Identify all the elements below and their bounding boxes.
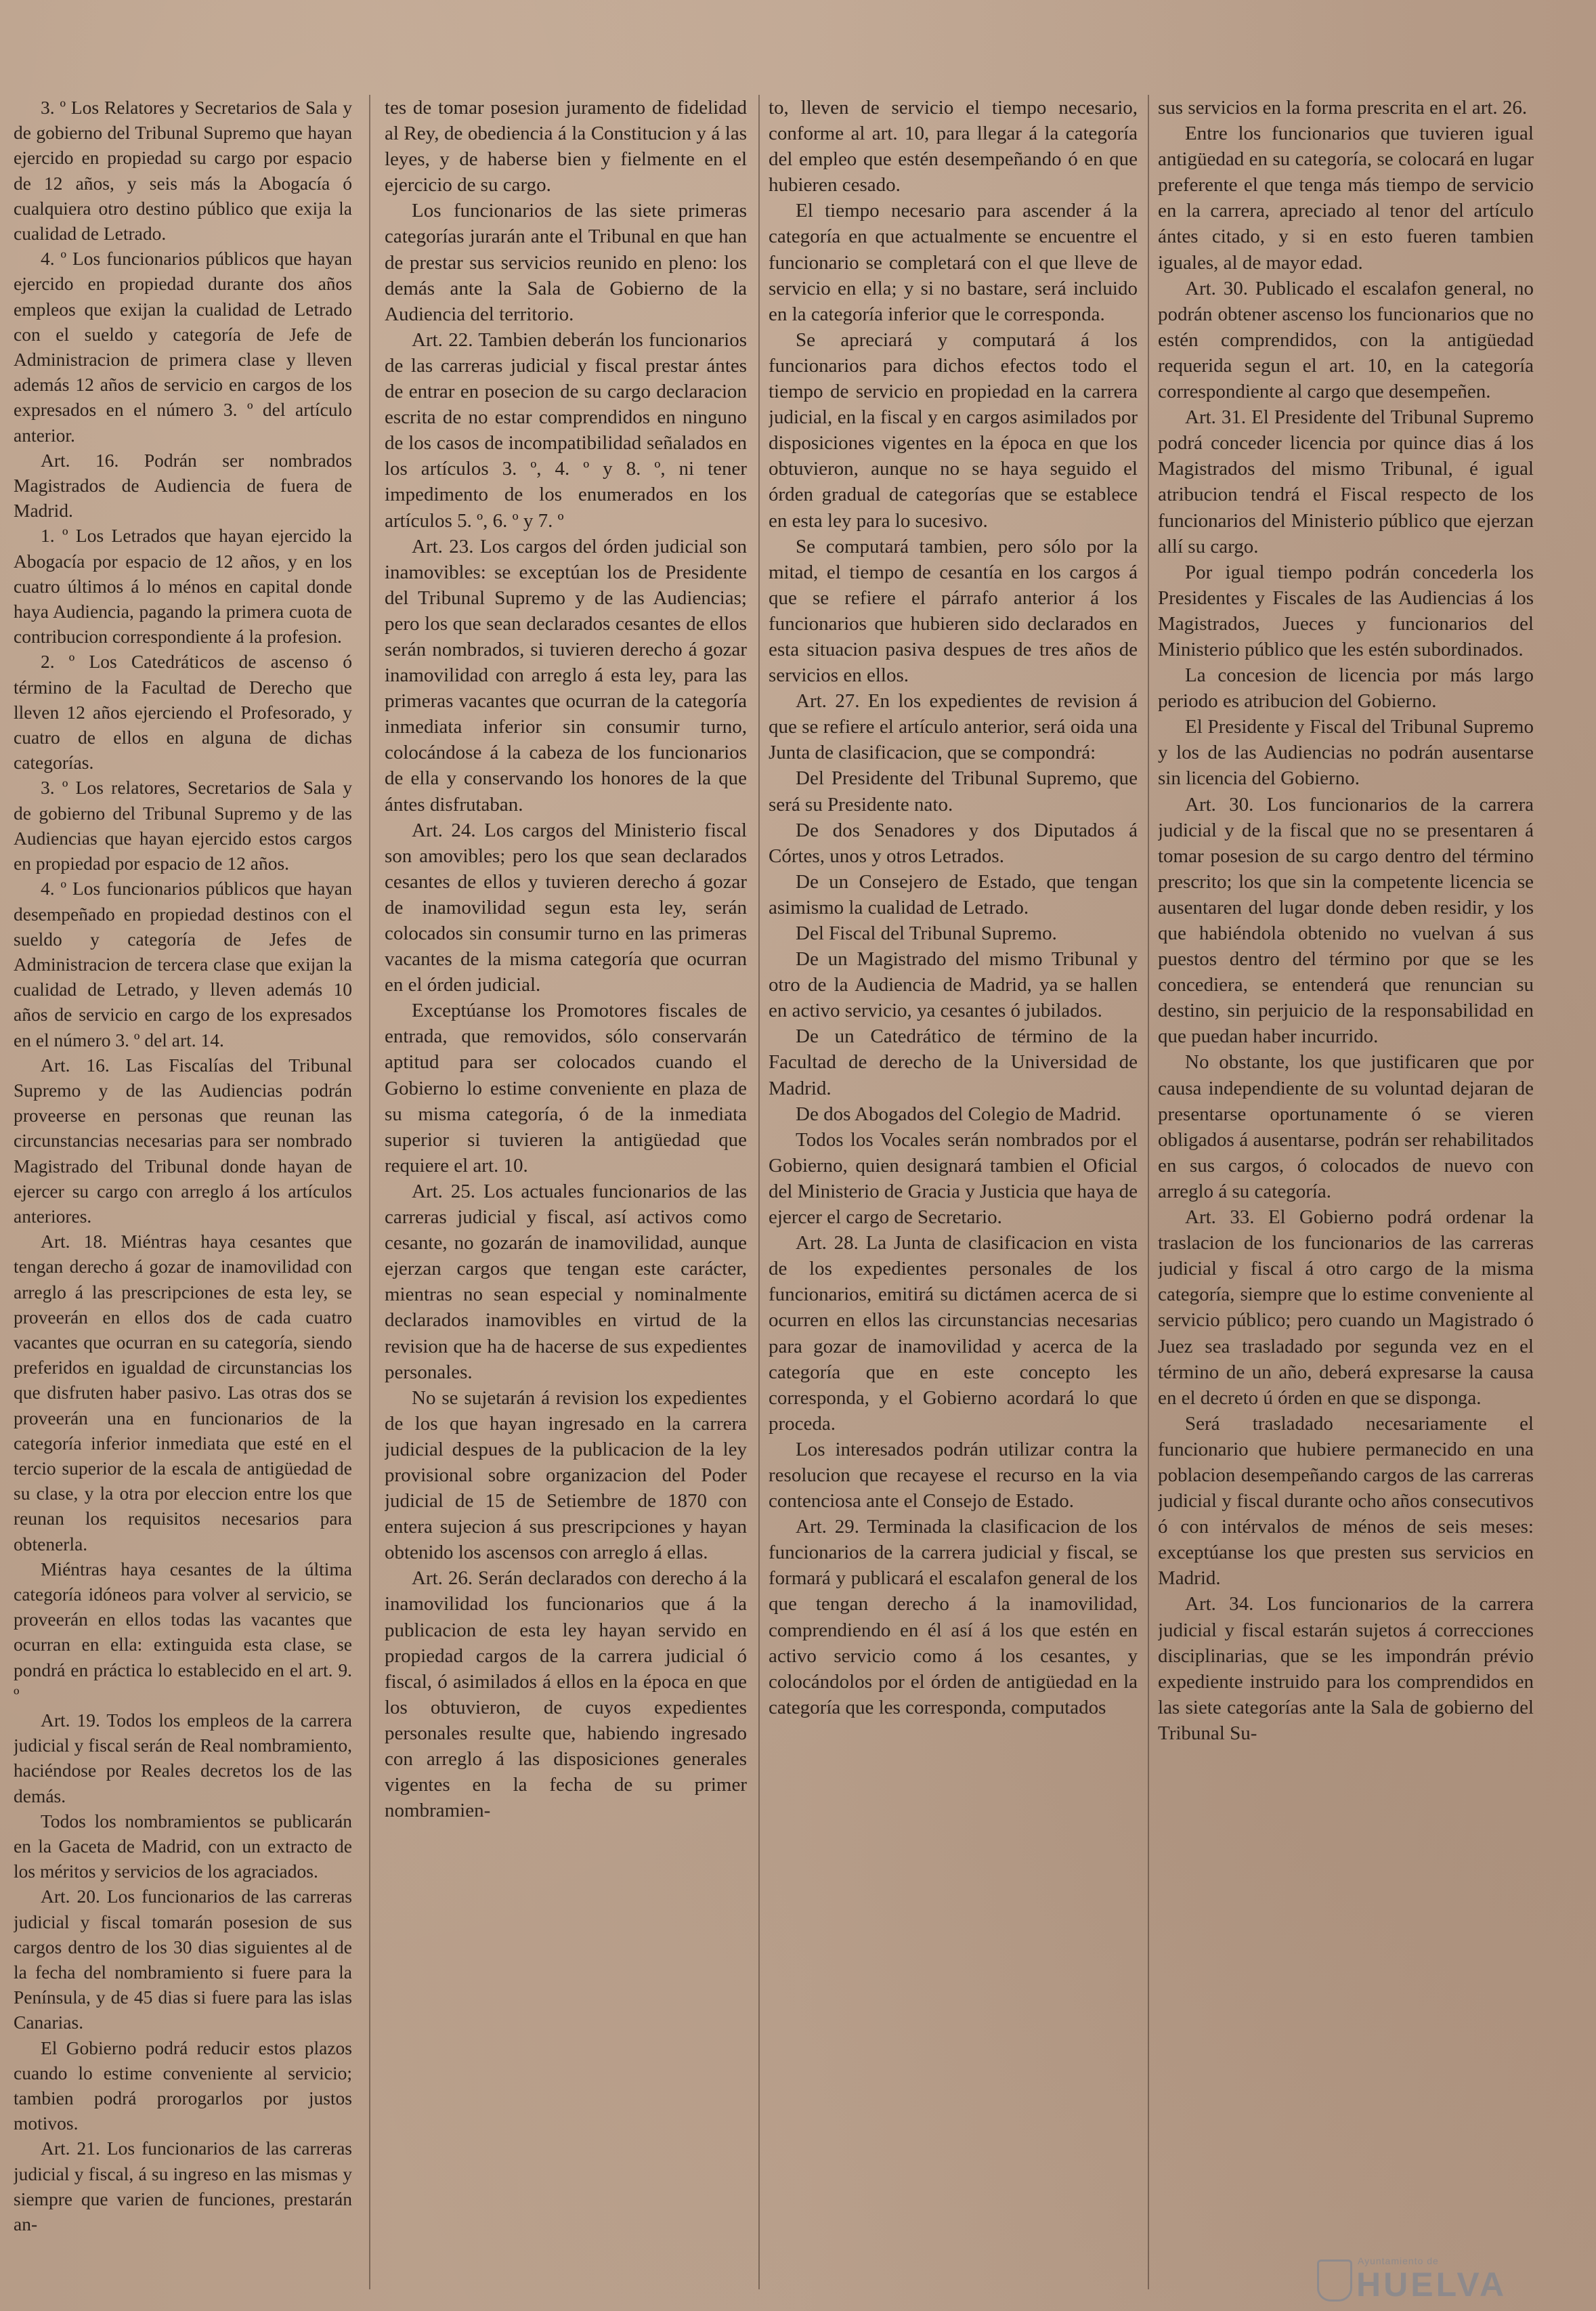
paragraph: La concesion de licencia por más largo periodo es atribucion del Gobierno. xyxy=(1158,664,1534,713)
paragraph: Art. 19. Todos los empleos de la carrera judicial y fiscal serán de Real nombramiento, haciéndose por Reales decretos los de las demás. xyxy=(14,1710,352,1806)
paragraph: Art. 34. Los funcionarios de la carrera judicial y fiscal estarán sujetos á correcciones disciplinarias, que se les impondrán prévio expediente instruido para los comprendidos en las siete categorías ante la Sala de gobierno del Tribunal Su- xyxy=(1158,1593,1534,1744)
paragraph: Art. 25. Los actuales funcionarios de las carreras judicial y fiscal, así activos como cesante, no gozarán de inamovilidad, aunque ejerzan cargos que tengan este carácter, mientras no sean especial y nominalmente declarados inamovibles en virtud de la revision que ha de hacerse de sus expedientes personales. xyxy=(385,1180,747,1383)
paragraph: Todos los nombramientos se publicarán en la Gaceta de Madrid, con un extracto de los méritos y servicios de los agraciados. xyxy=(14,1810,352,1882)
paragraph: No obstante, los que justificaren que por causa independiente de su voluntad dejaran de presentarse oportunamente ó se vieren obligados á ausentarse, podrán ser rehabilitados en sus cargos, ó colocados de nuevo con arreglo á su categoría. xyxy=(1158,1051,1534,1202)
paragraph: Se apreciará y computará á los funcionarios para dichos efectos todo el tiempo de servicio en propiedad en la carrera judicial, en la fiscal y en cargos asimilados por disposiciones vigentes en la época en que los obtuvieron, aunque no se haya seguido el órden gradual de categorías que se establece en esta ley para lo sucesivo. xyxy=(769,328,1138,532)
paragraph: Todos los Vocales serán nombrados por el Gobierno, quien designará tambien el Oficial del Ministerio de Gracia y Justicia que haya de ejercer el cargo de Secretario. xyxy=(769,1128,1138,1229)
paragraph: Art. 18. Miéntras haya cesantes que tengan derecho á gozar de inamovilidad con arreglo á las prescripciones de esta ley, se proveerán en ellos dos de cada cuatro vacantes que ocurran en su categoría, siendo preferidos en igualdad de circunstancias los que disfruten haber pasivo. Las otras dos se proveerán una en funcionarios de la categoría inferior inmediata que esté en el tercio superior de la escala de antigüedad de su clase, y la otra por eleccion entre los que reunan los requisitos necesarios para obtenerla. xyxy=(14,1231,352,1554)
paragraph: Art. 30. Los funcionarios de la carrera judicial y de la fiscal que no se presentaren á tomar posesion de su cargo dentro del término prescrito; los que sin la competente licencia se ausentaren del lugar donde deben residir, y los que habiéndola obtenido no vuelvan á sus puestos dentro del término por que se les concediera, se entenderá que renuncian su destino, sin perjuicio de la responsabilidad en que puedan haber incurrido. xyxy=(1158,793,1534,1048)
text-column-4 xyxy=(1158,95,1534,2289)
paragraph: De un Magistrado del mismo Tribunal y otro de la Audiencia de Madrid, ya se hallen en activo servicio, ya cesantes ó jubilados. xyxy=(769,948,1138,1022)
paragraph: Miéntras haya cesantes de la última categoría idóneos para volver al servicio, se proveerán en ellos todas las vacantes que ocurran en ella: extinguida esta clase, se pondrá en práctica lo establecido en el art. 9. º xyxy=(14,1558,352,1705)
text-column-2 xyxy=(385,95,747,2289)
column-rule xyxy=(369,95,370,2289)
paragraph: No se sujetarán á revision los expedientes de los que hayan ingresado en la carrera judicial despues de la publicacion de la ley provisional sobre organizacion del Poder judicial de 15 de Setiembre de 1870 con entera sujecion á sus prescripciones y hayan obtenido los ascensos con arreglo á ellas. xyxy=(385,1386,747,1564)
paragraph: 4. º Los funcionarios públicos que hayan ejercido en propiedad durante dos años empleos que exijan la cualidad de Letrado con el sueldo y categoría de Jefe de Administracion de primera clase y lleven además 12 años de servicio en cargos de los expresados en el número 3. º del artículo anterior. xyxy=(14,248,352,446)
newspaper-page xyxy=(14,95,1578,2289)
paragraph: 2. º Los Catedráticos de ascenso ó término de la Facultad de Derecho que lleven 12 años ejerciendo el Profesorado, y cuatro de ellos en alguna de dichas categorías. xyxy=(14,651,352,773)
shield-icon xyxy=(1317,2260,1352,2302)
paragraph: De un Catedrático de término de la Facultad de derecho de la Universidad de Madrid. xyxy=(769,1025,1138,1099)
paragraph: Art. 24. Los cargos del Ministerio fiscal son amovibles; pero los que sean declarados cesantes de ellos y tuvieren derecho á gozar de inamovilidad segun esta ley, serán colocados sin consumir turno en las primeras vacantes de la misma categoría que ocurran en el órden judicial. xyxy=(385,819,747,996)
paragraph: 1. º Los Letrados que hayan ejercido la Abogacía por espacio de 12 años, y en los cuatro últimos á lo ménos en capital donde haya Audiencia, pagando la primera cuota de contribucion correspondiente á la profesion. xyxy=(14,525,352,648)
paragraph: Art. 22. Tambien deberán los funcionarios de las carreras judicial y fiscal prestar ántes de entrar en posecion de su cargo declaracion escrita de no estar comprendidos en ninguno de los casos de incompatibilidad señalados en los artículos 3. º, 4. º y 8. º, ni tener impedimento de los enumerados en los artículos 5. º, 6. º y 7. º xyxy=(385,328,747,532)
paragraph: Art. 26. Serán declarados con derecho á la inamovilidad los funcionarios que á la publicacion de esta ley hayan servido en propiedad cargos de la carrera judicial ó fiscal, ó asimilados á ellos en la época en que los obtuvieron, de cuyos expedientes personales resulte que, habiendo ingresado con arreglo á las disposiciones generales vigentes en la fecha de su primer nombramien- xyxy=(385,1567,747,1822)
paragraph: Se computará tambien, pero sólo por la mitad, el tiempo de cesantía en los cargos á que se refiere el párrafo anterior á los funcionarios que hubieren sido declarados en esta situacion pasiva despues de tres años de servicios en ellos. xyxy=(769,535,1138,687)
paragraph: Art. 20. Los funcionarios de las carreras judicial y fiscal tomarán posesion de sus cargos dentro de los 30 dias siguientes al de la fecha del nombramiento si fuere para la Península, y de 45 dias si fuere para las islas Canarias. xyxy=(14,1886,352,2033)
paragraph: 3. º Los relatores, Secretarios de Sala y de gobierno del Tribunal Supremo y de las Audiencias que hayan ejercido estos cargos en propiedad por espacio de 12 años. xyxy=(14,777,352,874)
paragraph: sus servicios en la forma prescrita en el art. 26. xyxy=(1158,97,1528,119)
paragraph: El Presidente y Fiscal del Tribunal Supremo y los de las Audiencias no podrán ausentarse sin licencia del Gobierno. xyxy=(1158,716,1534,790)
paragraph: De dos Senadores y dos Diputados á Córtes, unos y otros Letrados. xyxy=(769,819,1138,867)
paragraph: Art. 28. La Junta de clasificacion en vista de los expedientes personales de los funcionarios, emitirá su dictámen acerca de si ocurren en ellos las circunstancias necesarias para gozar de inamovilidad y acerca de la categoría que en este concepto les corresponda, y el Gobierno acordará lo que proceda. xyxy=(769,1232,1138,1435)
paragraph: De un Consejero de Estado, que tengan asimismo la cualidad de Letrado. xyxy=(769,870,1138,918)
paragraph: Art. 31. El Presidente del Tribunal Supremo podrá conceder licencia por quince dias á los Magistrados del mismo Tribunal, é igual atribucion tendrá el Fiscal respecto de los funcionarios del Ministerio público que ejerzan allí su cargo. xyxy=(1158,406,1534,557)
paragraph: Art. 33. El Gobierno podrá ordenar la traslacion de los funcionarios de las carreras judicial y fiscal á otro cargo de la misma categoría, siempre que lo estime conveniente al servicio público; pero cuando un Magistrado ó Juez sea trasladado por segunda vez en el término de un año, deberá expresarse la causa en el decreto ú órden en que se disponga. xyxy=(1158,1206,1534,1409)
paragraph: De dos Abogados del Colegio de Madrid. xyxy=(796,1103,1121,1125)
column-rule xyxy=(1148,95,1149,2289)
paragraph: to, lleven de servicio el tiempo necesario, conforme al art. 10, para llegar á la categoría del empleo que estén desempeñando ó en que hubieren cesado. xyxy=(769,97,1138,196)
paragraph: Art. 16. Las Fiscalías del Tribunal Supremo y de las Audiencias podrán proveerse en personas que reunan las circunstancias necesarias para ser nombrado Magistrado del Tribunal donde hayan de ejercer su cargo con arreglo á los artículos anteriores. xyxy=(14,1054,352,1227)
paragraph: 3. º Los Relatores y Secretarios de Sala y de gobierno del Tribunal Supremo que hayan ejercido en propiedad su cargo por espacio de 12 años, y seis más la Abogacía ó cualquiera otro destino público que exija la cualidad de Letrado. xyxy=(14,97,352,245)
archive-watermark xyxy=(1317,2255,1588,2303)
text-column-1 xyxy=(14,95,352,2289)
paragraph: Art. 23. Los cargos del órden judicial son inamovibles: se exceptúan los de Presidente del Tribunal Supremo y de las Audiencias; pero los que sean declarados cesantes de ellos serán nombrados, si tuvieren derecho á gozar inamovilidad con arreglo á esta ley, para las primeras vacantes que ocurran de la categoría inmediata inferior sin consumir turno, colocándose á la cabeza de los funcionarios de ella y conservando los honores de la que ántes disfrutaban. xyxy=(385,535,747,815)
paragraph: Art. 16. Podrán ser nombrados Magistrados de Audiencia de fuera de Madrid. xyxy=(14,449,352,522)
paragraph: Art. 30. Publicado el escalafon general, no podrán obtener ascenso los funcionarios que no estén comprendidos, con la antigüedad requerida segun el art. 10, en la categoría correspondiente al cargo que desempeñen. xyxy=(1158,277,1534,403)
paragraph: Exceptúanse los Promotores fiscales de entrada, que removidos, sólo conservarán aptitud para ser colocados cuando el Gobierno lo estime conveniente en plaza de su misma categoría, ó de la inmediata superior si tuvieren la antigüedad que requiere el art. 10. xyxy=(385,1000,747,1176)
paragraph: Art. 27. En los expedientes de revision á que se refiere el artículo anterior, será oida una Junta de clasificacion, que se compondrá: xyxy=(769,690,1138,764)
text-column-3 xyxy=(769,95,1138,2289)
paragraph: El Gobierno podrá reducir estos plazos cuando lo estime conveniente al servicio; tambien podrá prorogarlos por justos motivos. xyxy=(14,2037,352,2134)
paragraph: Será trasladado necesariamente el funcionario que hubiere permanecido en una poblacion desempeñando cargos de las carreras judicial y fiscal durante ocho años consecutivos ó con intérvalos de ménos de seis meses: exceptúanse los que presten sus servicios en Madrid. xyxy=(1158,1412,1534,1590)
paragraph: 4. º Los funcionarios públicos que hayan desempeñado en propiedad destinos con el sueldo y categoría de Jefes de Administracion de tercera clase que exijan la cualidad de Letrado, y lleven además 10 años de servicio en cargo de los expresados en el número 3. º del art. 14. xyxy=(14,878,352,1051)
watermark-name: HUELVA xyxy=(1356,2266,1507,2304)
paragraph: Art. 29. Terminada la clasificacion de los funcionarios de la carrera judicial y fiscal, se formará y publicará el escalafon general de los que tengan derecho á la inamovilidad, comprendiendo en él así á los que estén en activo servicio como á los cesantes, y colocándolos por el órden de antigüedad en la categoría que les corresponda, computados xyxy=(769,1516,1138,1718)
paragraph: Por igual tiempo podrán concederla los Presidentes y Fiscales de las Audiencias á los Magistrados, Jueces y funcionarios del Ministerio público que les estén subordinados. xyxy=(1158,561,1534,660)
paragraph: El tiempo necesario para ascender á la categoría en que actualmente se encuentre el funcionario se completará con el que lleve de servicio en ella; y si no bastare, será incluido en la categoría inferior que le corresponda. xyxy=(769,200,1138,325)
paragraph: Del Presidente del Tribunal Supremo, que será su Presidente nato. xyxy=(769,767,1138,815)
paragraph: Los interesados podrán utilizar contra la resolucion que recayese el recurso en la via contenciosa ante el Consejo de Estado. xyxy=(769,1438,1138,1512)
paragraph: Los funcionarios de las siete primeras categorías jurarán ante el Tribunal en que han de prestar sus servicios reunido en pleno: los demás ante la Sala de Gobierno de la Audiencia del territorio. xyxy=(385,200,747,325)
paragraph: Entre los funcionarios que tuvieren igual antigüedad en su categoría, se colocará en lugar preferente el que tenga más tiempo de servicio en la carrera, apreciado al tenor del artículo ántes citado, y si en esto fueren tambien iguales, al de mayor edad. xyxy=(1158,123,1534,274)
paragraph: tes de tomar posesion juramento de fidelidad al Rey, de obediencia á la Constitucion y á las leyes, y de haberse bien y fielmente en el ejercicio de su cargo. xyxy=(385,97,747,196)
watermark-caption: Ayuntamiento de xyxy=(1358,2255,1439,2266)
column-rule xyxy=(758,95,760,2289)
paragraph: Del Fiscal del Tribunal Supremo. xyxy=(796,923,1057,944)
paragraph: Art. 21. Los funcionarios de las carreras judicial y fiscal, á su ingreso en las mismas y siempre que varien de funciones, prestarán an- xyxy=(14,2138,352,2235)
